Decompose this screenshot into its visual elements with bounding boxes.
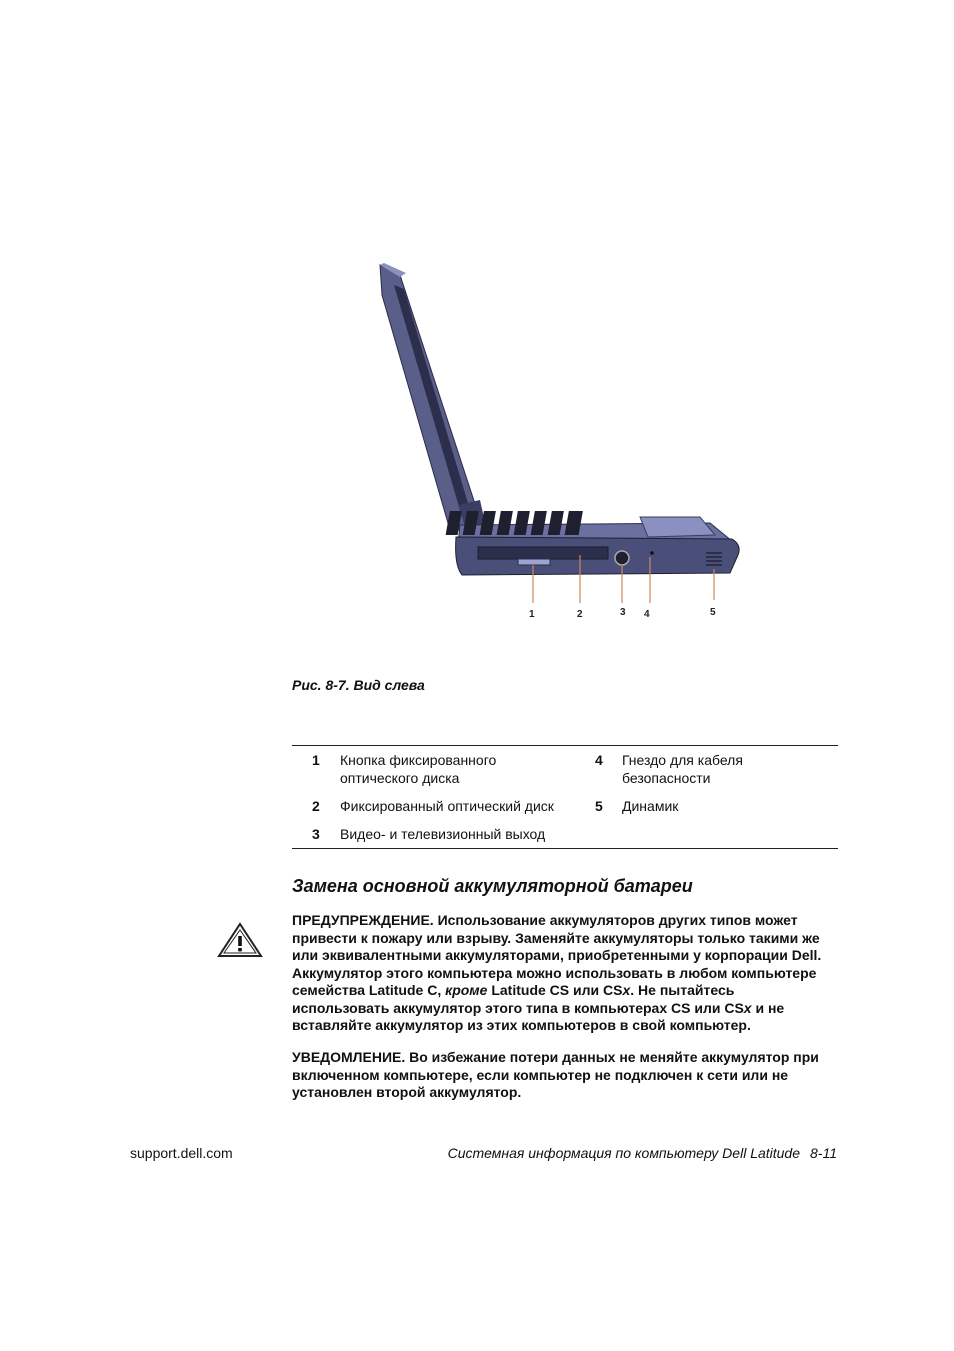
legend-number: 4 [595,752,603,768]
warning-italic-span: кроме [445,982,488,998]
warning-text-span: и не [751,999,785,1016]
figure-legend-table [292,745,838,849]
notice-line: установлен второй аккумулятор. [292,1084,522,1100]
warning-line: Аккумулятор этого компьютера можно использовать в любом компьютере [292,964,817,981]
callout-5: 5 [710,607,716,618]
warning-text-span: использовать аккумулятор этого типа в компьютерах CS или CS [292,999,744,1016]
legend-text: Динамик [622,798,679,814]
warning-paragraph [292,912,840,1035]
legend-number: 1 [312,752,320,768]
footer-website: support.dell.com [130,1145,233,1161]
legend-text-line: Гнездо для кабеля [622,752,743,768]
warning-italic-span: x [622,982,631,998]
legend-text-line: оптического диска [340,770,460,786]
warning-text-span: семейства Latitude C, [292,982,446,998]
figure-caption: Рис. 8-7. Вид слева [292,677,425,693]
palm-rest [640,517,715,537]
warning-triangle-icon [217,922,263,958]
callout-1: 1 [529,609,535,620]
optical-drive-button [518,559,550,565]
legend-row [292,825,838,843]
legend-number: 2 [312,798,320,814]
warning-line: ПРЕДУПРЕЖДЕНИЕ. Использование аккумуляторов других типов может [292,912,798,928]
legend-item [292,825,545,843]
legend-text: Фиксированный оптический диск [340,798,554,814]
callout-4: 4 [644,609,650,620]
legend-number: 5 [595,798,603,814]
legend-item [292,797,588,815]
warning-text-span: . Не пытайтесь [630,982,735,998]
page-number: 8-11 [810,1145,837,1161]
legend-item [292,751,588,787]
legend-text-line: безопасности [622,770,711,786]
notice-paragraph [292,1049,840,1102]
laptop-left-view-figure [370,255,760,635]
legend-text-line: Кнопка фиксированного [340,752,497,768]
legend-number: 3 [312,826,320,842]
warning-line: или эквивалентными аккумуляторами, приобретенными у корпорации Dell. [292,947,822,963]
legend-item [588,797,838,815]
optical-drive-slot [478,547,608,559]
legend-item [588,751,838,787]
warning-line [292,1000,840,1018]
legend-text [340,751,496,787]
notice-line: УВЕДОМЛЕНИЕ. Во избежание потери данных не меняйте аккумулятор при [292,1049,819,1065]
laptop-screen-edge [394,285,470,517]
section-heading: Замена основной аккумуляторной батареи [292,876,693,896]
legend-row [292,797,838,815]
warning-line: вставляйте аккумулятор из этих компьютеров в свой компьютер. [292,1017,751,1033]
video-out-port [615,551,629,565]
legend-row [292,751,838,787]
warning-text-span: Latitude CS или CS [487,982,623,998]
warning-line [292,982,840,1000]
laptop-illustration [370,255,760,635]
warning-line: привести к пожару или взрыву. Заменяйте аккумуляторы только такими же [292,929,820,946]
notice-line: включенном компьютере, если компьютер не подключен к сети или не [292,1066,789,1083]
footer-chapter-title: Системная информация по компьютеру Dell Latitude [447,1145,801,1161]
callout-3: 3 [620,607,626,618]
security-slot [650,551,654,555]
footer-title [448,1145,837,1161]
callout-2: 2 [577,609,583,620]
legend-text: Видео- и телевизионный выход [340,826,546,842]
legend-text [622,751,743,787]
warning-italic-span: x [743,999,752,1016]
